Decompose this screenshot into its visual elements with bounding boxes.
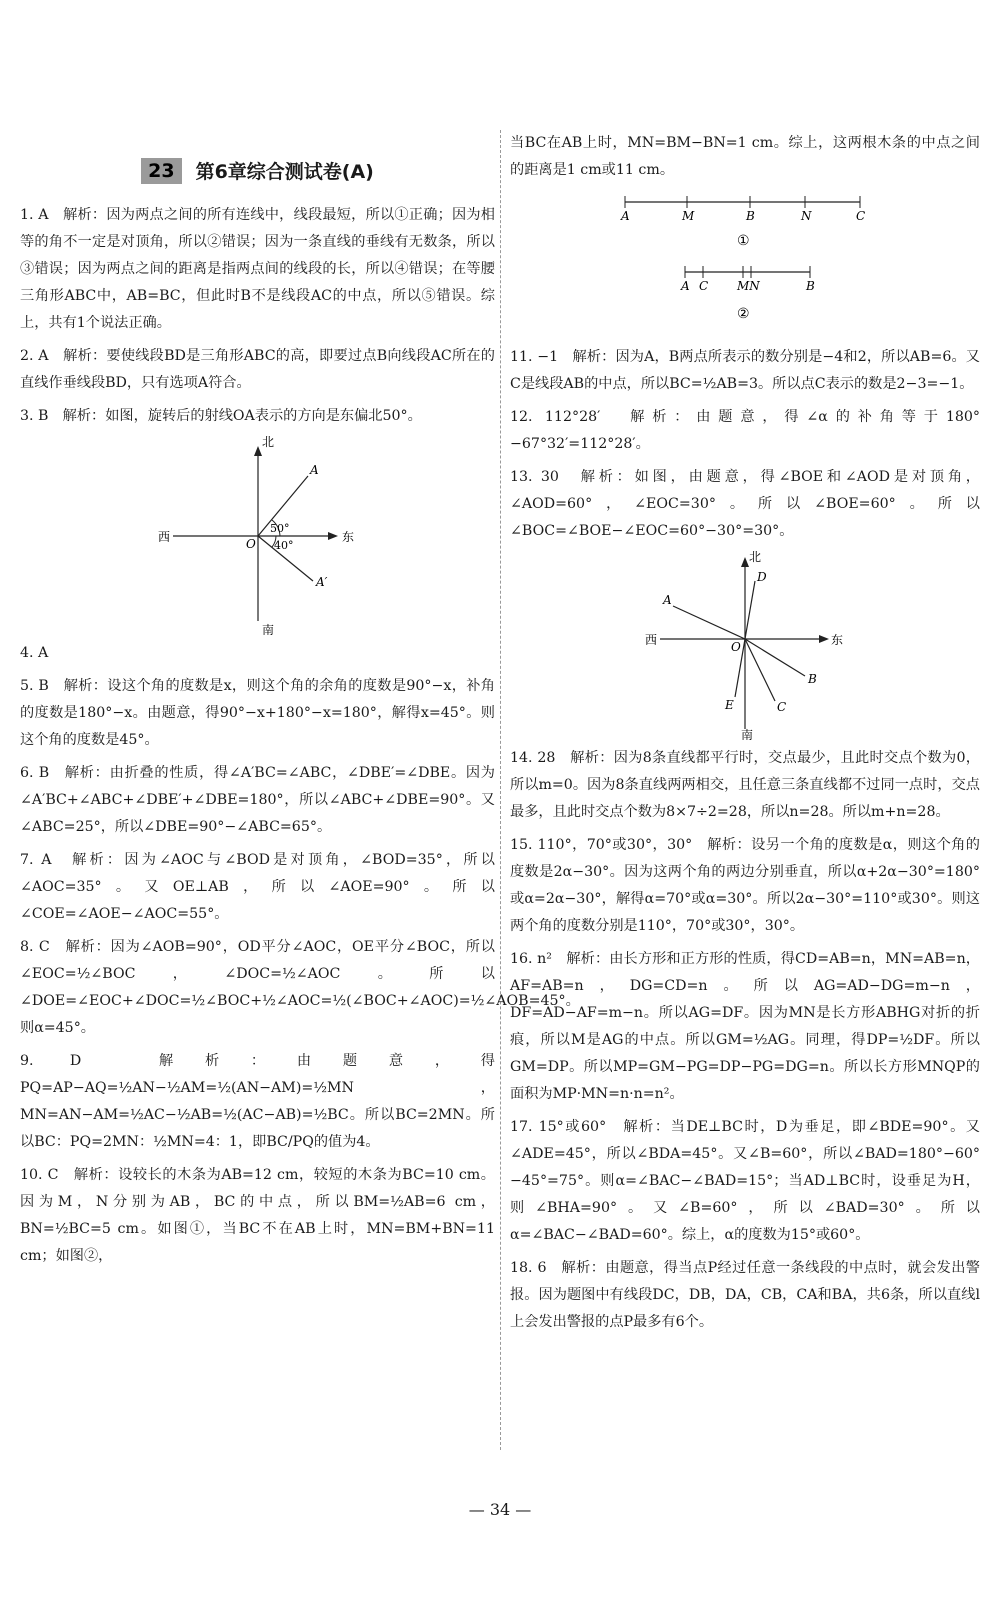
south-label: 南 bbox=[261, 623, 274, 636]
point-mn-label: MN bbox=[737, 279, 760, 293]
answer-item: 12. 112°28′ 解析：由题意，得∠α的补角等于180°−67°32′=112°28′。 bbox=[510, 409, 980, 452]
answer-item: 4. A bbox=[20, 645, 49, 661]
origin-label: O bbox=[731, 640, 741, 654]
west-label: 西 bbox=[157, 530, 170, 544]
ray-a-prime-label: A′ bbox=[315, 575, 327, 589]
column-divider bbox=[500, 130, 501, 1450]
answer-item: 15. 110°，70°或30°，30° 解析：设另一个角的度数是α，则这个角的度数是2α−30°。因为这两个角的两边分别垂直，所以α+2α−30°=180°或α=2α−30°，解得α=70°或α=30°。所以2α−30°=110°或30°。则这两个角的度数分别是110°，70°或30°，30°。 bbox=[510, 837, 980, 934]
ray-e-label: E bbox=[725, 698, 734, 712]
point-m-label: M bbox=[682, 209, 695, 223]
answer-item: 18. 6 解析：由题意，得当点P经过任意一条线段的中点时，就会发出警报。因为题图中有线段DC，DB，DA，CB，CA和BA，共6条，所以直线l上会发出警报的点P最多有6个。 bbox=[510, 1260, 980, 1330]
answer-item: 14. 28 解析：因为8条直线都平行时，交点最少，且此时交点个数为0，所以m=0。因为8条直线两两相交，且任意三条直线都不过同一点时，交点最多，且此时交点个数为8×7÷2=28，所以n=28。所以m+n=28。 bbox=[510, 750, 980, 820]
right-column bbox=[510, 130, 980, 1342]
figure-caption-1: ① bbox=[737, 233, 750, 249]
point-b-label: B bbox=[746, 209, 755, 223]
left-column bbox=[20, 135, 580, 1276]
south-label: 南 bbox=[741, 728, 754, 741]
page-number: — 34 — bbox=[468, 1500, 532, 1519]
point-c-label: C bbox=[856, 209, 866, 223]
origin-label: O bbox=[245, 537, 256, 551]
answer-item: 13. 30 解析：如图，由题意，得∠BOE和∠AOD是对顶角，∠AOD=60°，∠EOC=30°。所以∠BOE=60°。所以∠BOC=∠BOE−∠EOC=60°−30°=30°。 bbox=[510, 469, 980, 539]
point-n-label: N bbox=[801, 209, 812, 223]
compass-figure-q3 bbox=[158, 436, 358, 636]
ray-a-label: A bbox=[309, 463, 319, 477]
north-label: 北 bbox=[261, 436, 274, 449]
section-title bbox=[20, 157, 495, 184]
angle-40-label: 40° bbox=[273, 539, 293, 552]
answer-item: 3. B 解析：如图，旋转后的射线OA表示的方向是东偏北50°。 bbox=[20, 408, 422, 424]
east-label: 东 bbox=[341, 530, 354, 544]
answer-item: 6. B 解析：由折叠的性质，得∠A′BC=∠ABC，∠DBE′=∠DBE。因为∠A′BC+∠ABC+∠DBE′+∠DBE=180°，所以∠ABC+∠DBE=90°。又∠ABC=25°，所以∠DBE=90°−∠ABC=65°。 bbox=[20, 765, 495, 835]
answer-item: 7. A 解析：因为∠AOC与∠BOD是对顶角，∠BOD=35°，所以∠AOC=35°。又OE⊥AB，所以∠AOE=90°。所以∠COE=∠AOE−∠AOC=55°。 bbox=[20, 852, 495, 922]
north-label: 北 bbox=[749, 551, 762, 564]
east-label: 东 bbox=[831, 633, 844, 647]
point-c2-label: C bbox=[699, 279, 709, 293]
point-a-label: A bbox=[621, 209, 630, 223]
compass-figure-q13 bbox=[645, 551, 845, 741]
answer-item: 11. −1 解析：因为A，B两点所表示的数分别是−4和2，所以AB=6。又C是线段AB的中点，所以BC=½AB=3。所以点C表示的数是2−3=−1。 bbox=[510, 349, 980, 392]
answer-item: 2. A 解析：要使线段BD是三角形ABC的高，即要过点B向线段AC所在的直线作垂线段BD，只有选项A符合。 bbox=[20, 348, 495, 391]
answer-item: 10. C 解析：设较长的木条为AB=12 cm，较短的木条为BC=10 cm。因为M，N分别为AB，BC的中点，所以BM=½AB=6 cm，BN=½BC=5 cm。如图①，当BC不在AB上时，MN=BM+BN=11 cm；如图②， bbox=[20, 1167, 495, 1264]
ray-d-label: D bbox=[757, 570, 767, 584]
answer-item: 16. n² 解析：由长方形和正方形的性质，得CD=AB=n，MN=AB=n，AF=AB=n，DG=CD=n。所以AG=AD−DG=m−n，DF=AD−AF=m−n。所以AG=DF。因为MN是长方形ABHG对折的折痕，所以M是AG的中点。所以GM=½AG。同理，得DP=½DF。所以GM=DP。所以MP=GM−PG=DP−PG=DG=n。所以长方形MNQP的面积为MP·MN=n·n=n²。 bbox=[510, 951, 980, 1102]
ray-c-label: C bbox=[777, 700, 787, 714]
answer-item: 1. A 解析：因为两点之间的所有连线中，线段最短，所以①正确；因为相等的角不一定是对顶角，所以②错误；因为一条直线的垂线有无数条，所以③错误；因为两点之间的距离是指两点间的线段的长，所以④错误；在等腰三角形ABC中，AB=BC，但此时B不是线段AC的中点，所以⑤错误。综上，共有1个说法正确。 bbox=[20, 207, 495, 331]
answer-item: 5. B 解析：设这个角的度数是x，则这个角的余角的度数是90°−x，补角的度数是180°−x。由题意，得90°−x+180°−x=180°，解得x=45°。则这个角的度数是45°。 bbox=[20, 678, 495, 748]
angle-50-label: 50° bbox=[269, 522, 289, 535]
west-label: 西 bbox=[645, 633, 658, 647]
figure-caption-2: ② bbox=[737, 306, 750, 322]
section-number-badge: 23 bbox=[141, 158, 181, 184]
point-a2-label: A bbox=[681, 279, 690, 293]
segment-figure-q10 bbox=[615, 190, 875, 340]
answer-item: 9. D 解析：由题意，得PQ=AP−AQ=½AN−½AM=½(AN−AM)=½MN，MN=AN−AM=½AC−½AB=½(AC−AB)=½BC。所以BC=2MN。所以BC：PQ=2MN：½MN=4：1，即BC/PQ的值为4。 bbox=[20, 1053, 495, 1150]
ray-a-label: A bbox=[663, 593, 672, 607]
point-b2-label: B bbox=[806, 279, 815, 293]
ray-b-label: B bbox=[808, 672, 817, 686]
answer-item: 8. C 解析：因为∠AOB=90°，OD平分∠AOC，OE平分∠BOC，所以∠EOC=½∠BOC，∠DOC=½∠AOC。所以∠DOE=∠EOC+∠DOC=½∠BOC+½∠AOC=½(∠BOC+∠AOC)=½∠AOB=45°。则α=45°。 bbox=[20, 939, 580, 1036]
page-title: 第6章综合测试卷(A) bbox=[195, 161, 374, 183]
answer-item: 17. 15°或60° 解析：当DE⊥BC时，D为垂足，即∠BDE=90°。又∠ADE=45°，所以∠BDA=45°。又∠B=60°，所以∠BAD=180°−60°−45°=75°。则α=∠BAC−∠BAD=15°；当AD⊥BC时，设垂足为H，则∠BHA=90°。又∠B=60°，所以∠BAD=30°。所以α=∠BAC−∠BAD=60°。综上，α的度数为15°或60°。 bbox=[510, 1119, 980, 1243]
answer-item-continued: 当BC在AB上时，MN=BM−BN=1 cm。综上，这两根木条的中点之间的距离是1 cm或11 cm。 bbox=[510, 135, 980, 178]
